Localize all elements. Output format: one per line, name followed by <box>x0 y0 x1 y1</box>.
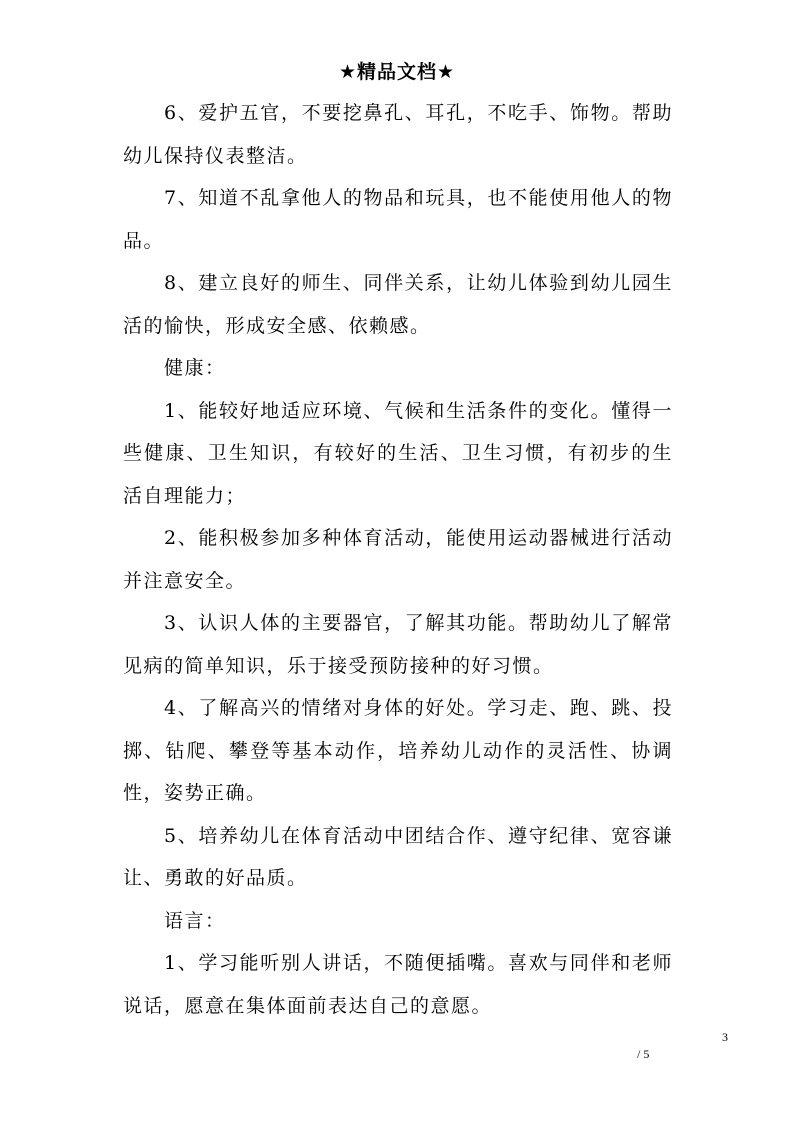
health-item-1: 1、能较好地适应环境、气候和生活条件的变化。懂得一些健康、卫生知识，有较好的生活、卫生习惯，有初步的生活自理能力； <box>123 399 673 507</box>
section-heading-health: 健康： <box>164 357 226 379</box>
section-heading-language: 语言： <box>164 909 226 932</box>
page-total: / 5 <box>637 1047 650 1061</box>
health-item-2: 2、能积极参加多种体育活动，能使用运动器械进行活动并注意安全。 <box>123 527 673 592</box>
page-number: 3 <box>722 1030 728 1044</box>
health-item-3: 3、认识人体的主要器官，了解其功能。帮助幼儿了解常见病的简单知识，乐于接受预防接种的好习惯。 <box>123 612 673 677</box>
document-body <box>123 92 673 1027</box>
paragraph-item-6: 6、爱护五官，不要挖鼻孔、耳孔，不吃手、饰物。帮助幼儿保持仪表整洁。 <box>123 102 673 167</box>
health-item-4: 4、了解高兴的情绪对身体的好处。学习走、跑、跳、投掷、钻爬、攀登等基本动作，培养幼儿动作的灵活性、协调性，姿势正确。 <box>123 697 673 804</box>
paragraph-item-7: 7、知道不乱拿他人的物品和玩具，也不能使用他人的物品。 <box>123 187 673 252</box>
document-header-title: ★精品文档★ <box>338 61 456 83</box>
paragraph-item-8: 8、建立良好的师生、同伴关系，让幼儿体验到幼儿园生活的愉快，形成安全感、依赖感。 <box>123 272 673 337</box>
health-item-5: 5、培养幼儿在体育活动中团结合作、遵守纪律、宽容谦让、勇敢的好品质。 <box>123 824 673 889</box>
language-item-1: 1、学习能听别人讲话，不随便插嘴。喜欢与同伴和老师说话，愿意在集体面前表达自己的意愿。 <box>123 952 673 1017</box>
